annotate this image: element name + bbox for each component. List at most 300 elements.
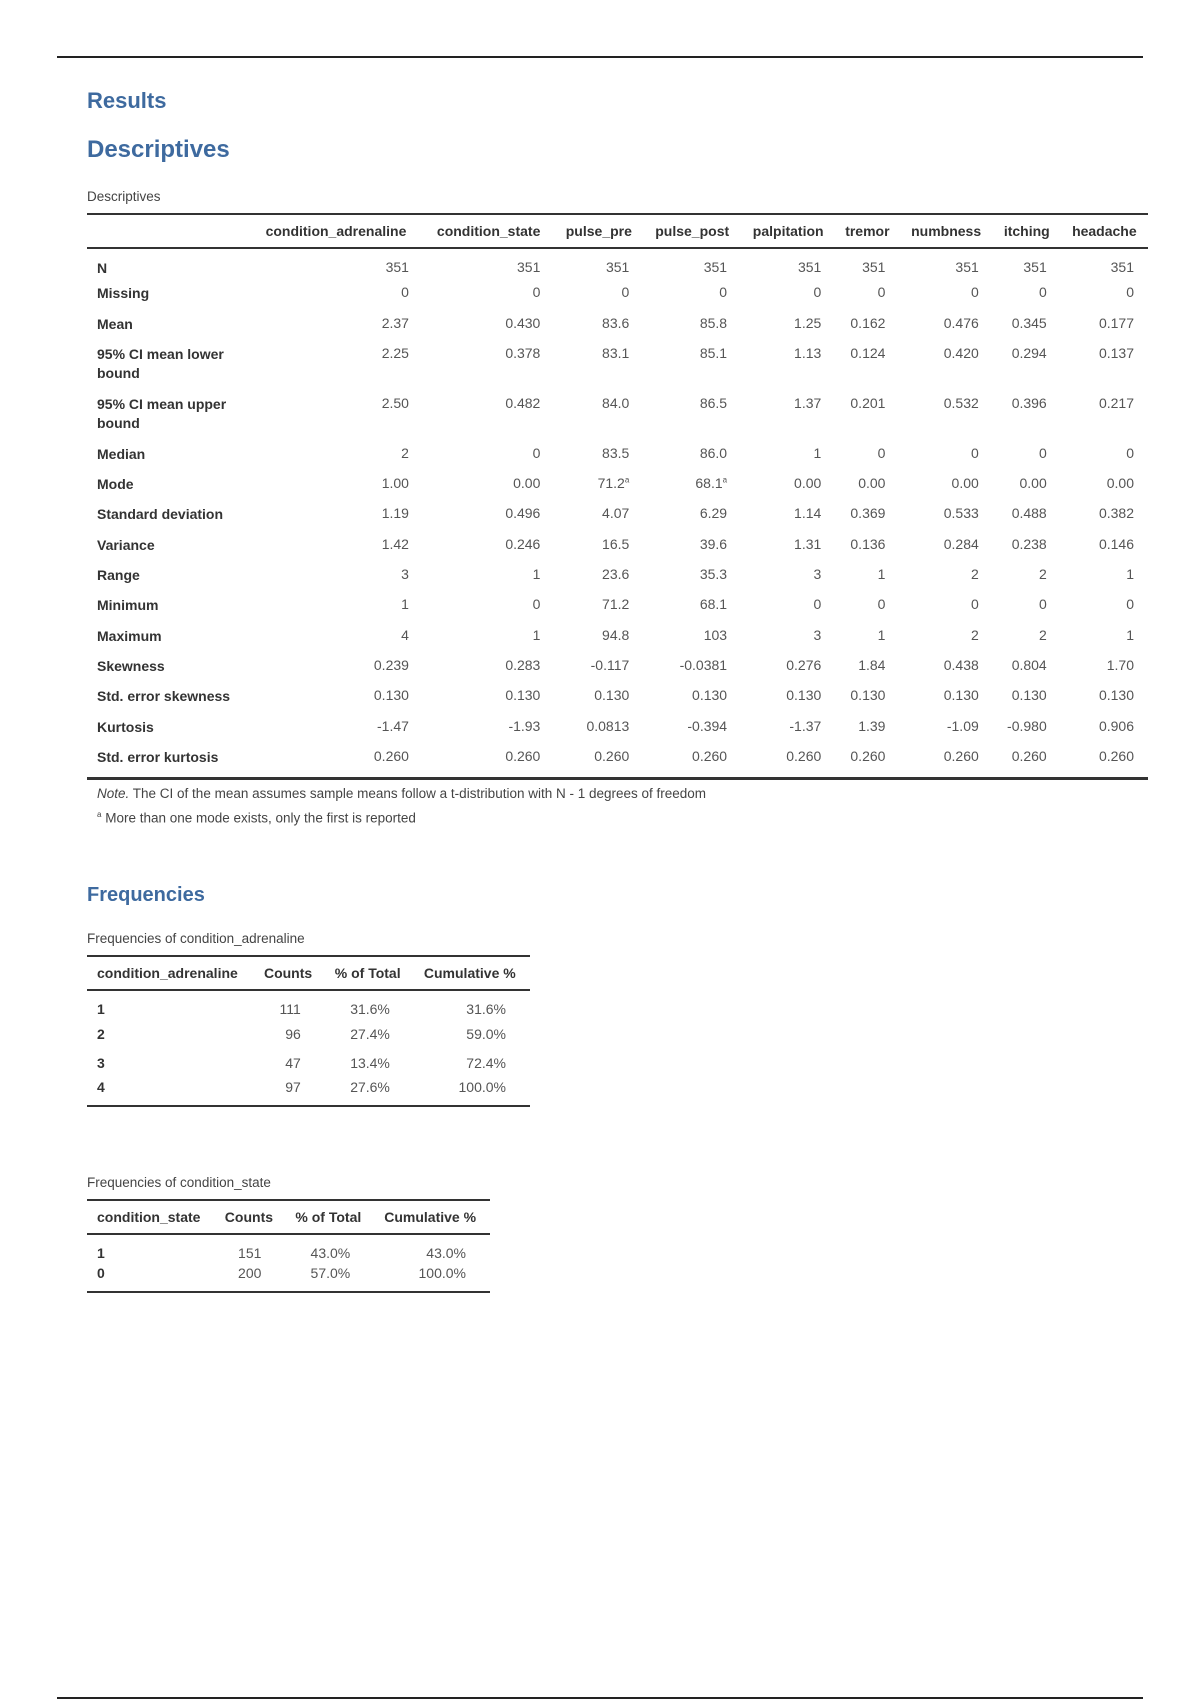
cell-value: 2 <box>1038 626 1047 643</box>
table-cell <box>554 339 643 389</box>
cell-value: 35.3 <box>699 566 728 583</box>
cell-value: 351 <box>1023 259 1047 275</box>
column-header: % of Total <box>285 1200 374 1234</box>
cell-value: 0.130 <box>850 687 886 704</box>
cell-value: 2.37 <box>381 314 409 331</box>
table-cell <box>899 469 992 499</box>
cell-value: 0.238 <box>1011 535 1047 552</box>
cell-value: 2 <box>1038 566 1047 583</box>
cell-value: 3 <box>401 566 409 583</box>
cell-value: 0.482 <box>505 394 541 411</box>
row-label: 1 <box>97 1001 105 1017</box>
cell-value: 1 <box>401 596 409 613</box>
cell-value: 0.124 <box>850 344 886 361</box>
table-cell <box>423 439 554 469</box>
cell-value: 0.246 <box>505 535 541 552</box>
descriptives-note <box>97 786 706 801</box>
cell-value: 23.6 <box>602 566 630 583</box>
cell-value: 0.0813 <box>586 717 630 734</box>
table-cell: 57.0% <box>310 1265 351 1281</box>
row-label: 4 <box>97 1079 105 1095</box>
cell-value: 0.217 <box>1098 394 1134 411</box>
table-cell <box>899 712 992 742</box>
cell-value: 0.201 <box>850 394 886 411</box>
table-row <box>87 651 1148 681</box>
descriptives-body <box>87 248 1148 778</box>
cell-value: 0.533 <box>943 505 979 522</box>
table-cell <box>249 248 423 278</box>
table-cell <box>643 590 741 620</box>
table-cell <box>249 590 423 620</box>
column-header: condition_state <box>87 1200 215 1234</box>
row-label: Kurtosis <box>97 718 154 735</box>
table-row <box>87 990 530 1019</box>
table-cell: 200 <box>238 1265 262 1281</box>
table-cell: 31.6% <box>466 1001 506 1017</box>
table-cell <box>643 439 741 469</box>
table-cell <box>899 681 992 711</box>
cell-value: 0.276 <box>786 656 822 673</box>
cell-value: 2.50 <box>381 394 409 411</box>
table-cell <box>1061 439 1148 469</box>
cell-value: 0.130 <box>594 687 630 704</box>
table-cell <box>249 469 423 499</box>
cell-value: 0.130 <box>373 687 409 704</box>
cell-value: 0 <box>877 284 886 301</box>
cell-value: 0.00 <box>951 475 979 492</box>
cell-value: 0.369 <box>850 505 886 522</box>
table-cell <box>643 621 741 651</box>
cell-value: 0.130 <box>1098 687 1134 704</box>
cell-value: 0 <box>970 596 979 613</box>
table-cell <box>899 560 992 590</box>
row-label: 3 <box>97 1054 105 1071</box>
table-cell <box>741 278 835 308</box>
table-cell <box>993 339 1061 389</box>
cell-value: 0.260 <box>786 747 822 764</box>
row-label: 95% CI mean upper bound <box>97 395 227 431</box>
table-cell <box>423 590 554 620</box>
table-cell <box>249 339 423 389</box>
cell-value: 68.1 <box>695 475 723 492</box>
cell-value: 0.345 <box>1011 314 1047 331</box>
cell-value: 85.1 <box>699 344 728 361</box>
table-cell <box>423 339 554 389</box>
cell-value: 0.00 <box>794 475 822 492</box>
table-cell <box>643 560 741 590</box>
table-cell <box>1061 278 1148 308</box>
table-cell <box>423 248 554 278</box>
table-cell <box>993 560 1061 590</box>
cell-value: 3 <box>813 566 822 583</box>
cell-value: 4 <box>401 626 409 643</box>
table-cell <box>423 278 554 308</box>
cell-value: 1.84 <box>858 656 886 673</box>
table-cell <box>993 499 1061 529</box>
row-label: Range <box>97 567 140 584</box>
cell-value: 1 <box>1126 566 1134 583</box>
column-header: tremor <box>835 214 899 248</box>
cell-value: 351 <box>955 259 979 275</box>
table-cell <box>249 499 423 529</box>
cell-value: 0 <box>1126 444 1134 461</box>
cell-value: 71.2 <box>597 475 625 492</box>
table-row <box>87 590 1148 620</box>
table-cell <box>899 590 992 620</box>
table-cell <box>643 712 741 742</box>
table-cell <box>899 651 992 681</box>
descriptives-header-corner <box>87 214 249 248</box>
row-label: Standard deviation <box>97 506 224 523</box>
cell-value: -0.394 <box>687 717 728 734</box>
footnote-text: More than one mode exists, only the first is reported <box>101 810 416 826</box>
column-header: Counts <box>215 1200 286 1234</box>
cell-value: 1.25 <box>794 314 822 331</box>
cell-value: 103 <box>703 626 728 643</box>
cell-value: 0.00 <box>1019 475 1047 492</box>
table-cell <box>835 439 899 469</box>
column-header: Cumulative % <box>374 1200 490 1234</box>
table-cell <box>1061 590 1148 620</box>
table-cell <box>249 560 423 590</box>
cell-value: 0.130 <box>692 687 728 704</box>
table-cell: 151 <box>238 1245 262 1261</box>
top-rule <box>57 56 1143 58</box>
cell-value: 0 <box>1038 444 1047 461</box>
cell-value: 0.420 <box>943 344 979 361</box>
bottom-rule <box>57 1697 1143 1699</box>
table-row <box>87 248 1148 278</box>
column-header: Counts <box>254 956 325 990</box>
table-cell <box>554 712 643 742</box>
cell-value: 85.8 <box>699 314 728 331</box>
cell-value: 1 <box>532 626 541 643</box>
cell-value: 0.804 <box>1011 656 1047 673</box>
table-cell <box>554 469 643 499</box>
table-row <box>87 339 1148 389</box>
cell-value: 6.29 <box>699 505 728 522</box>
table-cell <box>835 651 899 681</box>
table-cell: 43.0% <box>310 1245 351 1261</box>
cell-value: 0.476 <box>943 314 979 331</box>
cell-value: 4.07 <box>602 505 630 522</box>
cell-value: 0.136 <box>850 535 886 552</box>
cell-value: 0.130 <box>786 687 822 704</box>
cell-value: 0.162 <box>850 314 886 331</box>
table-cell <box>899 439 992 469</box>
table-row <box>87 681 1148 711</box>
cell-value: 0.260 <box>373 747 409 764</box>
table-row <box>87 1263 490 1292</box>
cell-value: 1.31 <box>794 535 822 552</box>
cell-value: 0 <box>719 284 728 301</box>
table-cell <box>554 560 643 590</box>
table-cell <box>554 309 643 339</box>
cell-value: 0.130 <box>943 687 979 704</box>
table-cell <box>1061 389 1148 439</box>
row-label: Variance <box>97 536 155 553</box>
freq-state-table <box>87 1199 490 1293</box>
cell-value: 0.260 <box>594 747 630 764</box>
table-cell <box>249 651 423 681</box>
table-cell: 111 <box>279 1001 301 1017</box>
descriptives-heading: Descriptives <box>87 136 230 163</box>
descriptives-caption: Descriptives <box>87 189 161 204</box>
table-row <box>87 1077 530 1106</box>
cell-value: 86.5 <box>699 394 728 411</box>
table-cell <box>1061 681 1148 711</box>
table-cell: 13.4% <box>350 1054 390 1071</box>
table-cell <box>741 439 835 469</box>
table-row <box>87 530 1148 560</box>
cell-value: 1.14 <box>794 505 822 522</box>
table-cell <box>741 339 835 389</box>
cell-value: 0.00 <box>513 475 541 492</box>
cell-value: 94.8 <box>602 626 630 643</box>
cell-value: 351 <box>797 259 822 275</box>
cell-value: 0.430 <box>505 314 541 331</box>
cell-value: 351 <box>605 259 630 275</box>
cell-value: 1.13 <box>794 344 822 361</box>
descriptives-header-row <box>87 214 1148 248</box>
column-header: condition_state <box>423 214 554 248</box>
table-cell <box>741 590 835 620</box>
table-cell <box>1061 499 1148 529</box>
table-cell: 97 <box>285 1079 301 1095</box>
table-cell <box>993 469 1061 499</box>
column-header: pulse_post <box>643 214 741 248</box>
column-header: condition_adrenaline <box>249 214 423 248</box>
table-cell <box>993 530 1061 560</box>
row-label: N <box>97 260 108 276</box>
cell-value: 2 <box>401 444 409 461</box>
table-row <box>87 1019 530 1048</box>
row-label: 1 <box>97 1245 105 1261</box>
table-cell <box>554 621 643 651</box>
table-cell: 59.0% <box>466 1025 506 1042</box>
table-cell <box>643 681 741 711</box>
cell-value: 16.5 <box>602 535 630 552</box>
table-cell <box>643 278 741 308</box>
table-cell <box>554 499 643 529</box>
table-cell <box>423 389 554 439</box>
table-cell <box>1061 469 1148 499</box>
table-row <box>87 389 1148 439</box>
table-cell <box>1061 339 1148 389</box>
table-cell <box>993 278 1061 308</box>
table-cell <box>993 651 1061 681</box>
cell-value: -1.37 <box>789 717 822 734</box>
table-cell <box>423 621 554 651</box>
table-cell <box>554 651 643 681</box>
table-cell <box>554 530 643 560</box>
table-cell: 27.4% <box>350 1025 390 1042</box>
table-cell <box>899 499 992 529</box>
column-header: numbness <box>899 214 992 248</box>
cell-value: 0 <box>970 444 979 461</box>
cell-value: 0.906 <box>1098 717 1134 734</box>
row-label: 95% CI mean lower bound <box>97 345 224 381</box>
cell-value: 351 <box>862 259 886 275</box>
table-cell <box>249 712 423 742</box>
cell-value: 0.294 <box>1011 344 1047 361</box>
cell-value: 1 <box>1126 626 1134 643</box>
cell-value: 2.25 <box>381 344 409 361</box>
row-label: Mode <box>97 476 134 493</box>
cell-value: 0.438 <box>943 656 979 673</box>
table-cell <box>423 499 554 529</box>
cell-value: 0.260 <box>1098 747 1134 764</box>
table-cell <box>741 530 835 560</box>
table-cell <box>993 439 1061 469</box>
cell-value: 0 <box>877 596 886 613</box>
table-cell <box>741 389 835 439</box>
table-cell <box>643 389 741 439</box>
table-cell <box>899 530 992 560</box>
table-cell <box>899 278 992 308</box>
table-cell <box>835 469 899 499</box>
table-cell <box>741 712 835 742</box>
cell-value: -0.980 <box>1007 717 1047 734</box>
table-cell: 72.4% <box>466 1054 506 1071</box>
table-cell <box>899 309 992 339</box>
column-header: pulse_pre <box>554 214 643 248</box>
cell-value: 351 <box>1110 259 1134 275</box>
cell-value: 1.37 <box>794 394 822 411</box>
table-cell <box>249 278 423 308</box>
cell-value: 0 <box>1126 596 1134 613</box>
table-cell <box>249 742 423 779</box>
cell-value: 0.260 <box>850 747 886 764</box>
cell-value: 0 <box>401 284 409 301</box>
table-cell <box>1061 651 1148 681</box>
cell-value: 0.146 <box>1098 535 1134 552</box>
table-cell <box>741 309 835 339</box>
cell-value: 68.1 <box>699 596 728 613</box>
cell-value: -1.09 <box>946 717 979 734</box>
table-cell <box>643 742 741 779</box>
freq-adrenaline-header-row <box>87 956 530 990</box>
cell-value: 0 <box>532 596 541 613</box>
table-cell <box>741 499 835 529</box>
freq-adrenaline-body <box>87 990 530 1106</box>
cell-value: 0 <box>1038 284 1047 301</box>
cell-value: 3 <box>813 626 822 643</box>
row-label: 2 <box>97 1025 105 1042</box>
freq-adrenaline-table <box>87 955 530 1107</box>
table-cell <box>554 590 643 620</box>
table-cell <box>249 621 423 651</box>
table-cell: 100.0% <box>458 1079 506 1095</box>
column-header: itching <box>993 214 1061 248</box>
table-cell <box>835 499 899 529</box>
cell-value: 83.6 <box>602 314 630 331</box>
table-cell <box>249 309 423 339</box>
table-cell <box>643 309 741 339</box>
table-row <box>87 742 1148 779</box>
table-cell <box>835 560 899 590</box>
cell-value: -1.47 <box>377 717 409 734</box>
table-cell <box>993 712 1061 742</box>
cell-value: 39.6 <box>699 535 728 552</box>
table-cell <box>423 309 554 339</box>
cell-value: 0.260 <box>1011 747 1047 764</box>
table-cell <box>741 651 835 681</box>
table-cell <box>643 499 741 529</box>
cell-value: 0 <box>877 444 886 461</box>
cell-value: -0.0381 <box>679 656 728 673</box>
table-row <box>87 469 1148 499</box>
cell-value: -1.93 <box>508 717 541 734</box>
table-cell <box>423 651 554 681</box>
table-cell <box>835 309 899 339</box>
table-cell <box>993 590 1061 620</box>
table-cell <box>993 621 1061 651</box>
table-cell <box>1061 742 1148 779</box>
table-cell <box>1061 248 1148 278</box>
table-cell <box>835 248 899 278</box>
cell-value: 0.260 <box>692 747 728 764</box>
table-cell <box>741 248 835 278</box>
table-cell <box>741 560 835 590</box>
cell-value: 0 <box>970 284 979 301</box>
row-label: Median <box>97 445 146 462</box>
note-label: Note. <box>97 786 130 801</box>
cell-value: 1 <box>877 566 886 583</box>
table-cell <box>1061 309 1148 339</box>
cell-value: 0.130 <box>505 687 541 704</box>
cell-value: 1 <box>877 626 886 643</box>
table-cell <box>993 742 1061 779</box>
table-cell <box>835 389 899 439</box>
table-cell <box>643 469 741 499</box>
row-label: Std. error kurtosis <box>97 748 219 765</box>
row-label: Missing <box>97 285 150 302</box>
cell-value: 83.5 <box>602 444 630 461</box>
cell-value: 1.39 <box>858 717 886 734</box>
table-cell <box>741 469 835 499</box>
table-cell <box>643 530 741 560</box>
table-cell: 96 <box>285 1025 301 1042</box>
cell-value: 1.70 <box>1106 656 1134 673</box>
cell-value: 1 <box>532 566 541 583</box>
row-label: Mean <box>97 315 133 332</box>
table-cell <box>1061 621 1148 651</box>
column-header: Cumulative % <box>414 956 530 990</box>
table-cell <box>899 621 992 651</box>
table-cell <box>1061 712 1148 742</box>
table-cell <box>899 248 992 278</box>
cell-value: 0 <box>813 596 822 613</box>
freq-state-body <box>87 1234 490 1292</box>
table-cell <box>835 712 899 742</box>
table-cell: 100.0% <box>418 1265 466 1281</box>
table-cell: 31.6% <box>350 1001 390 1017</box>
cell-value: 0.382 <box>1098 505 1134 522</box>
cell-value: 1.42 <box>381 535 409 552</box>
column-header: condition_adrenaline <box>87 956 254 990</box>
cell-value: 0 <box>1038 596 1047 613</box>
table-cell <box>554 389 643 439</box>
cell-value: 0.260 <box>943 747 979 764</box>
table-row <box>87 621 1148 651</box>
cell-value: 0.130 <box>1011 687 1047 704</box>
table-row <box>87 1234 490 1263</box>
cell-value: 0 <box>1126 284 1134 301</box>
table-cell <box>554 248 643 278</box>
row-label: Skewness <box>97 657 165 674</box>
cell-value: 0.283 <box>505 656 541 673</box>
